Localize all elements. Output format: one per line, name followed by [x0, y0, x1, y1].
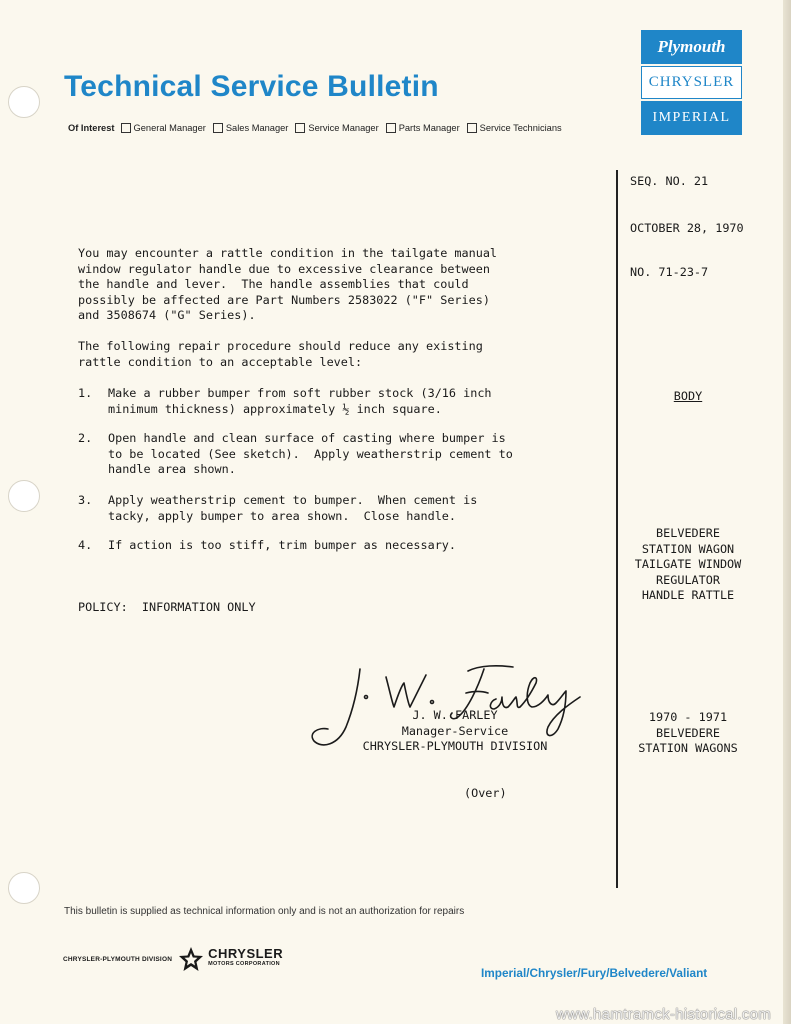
policy-line: POLICY: INFORMATION ONLY [78, 600, 256, 614]
checkbox-icon [467, 123, 477, 133]
checkbox-icon [121, 123, 131, 133]
of-interest-label: Of Interest [68, 123, 115, 133]
sequence-number: SEQ. NO. 21 [630, 174, 709, 188]
bulletin-title: Technical Service Bulletin [64, 70, 439, 103]
signer-division: CHRYSLER-PLYMOUTH DIVISION [362, 739, 548, 753]
binder-hole [8, 872, 40, 904]
checkbox-icon [213, 123, 223, 133]
interest-checkbox-parts-manager[interactable]: Parts Manager [386, 123, 460, 133]
division-name: CHRYSLER-PLYMOUTH DIVISION [63, 955, 173, 963]
plymouth-logo: Plymouth [641, 30, 742, 64]
procedure-step: 3. Apply weatherstrip cement to bumper. When cement is tacky, apply bumper to area shown. Close handle. [78, 493, 478, 523]
signer-title: Manager-Service [401, 723, 509, 738]
chrysler-logo: CHRYSLER [641, 66, 742, 99]
over-note: (Over) [464, 786, 507, 800]
disclaimer-text: This bulletin is supplied as technical information only and is not an authorization for repairs [64, 906, 465, 917]
signer-name: J. W. FARLEY [412, 708, 498, 722]
interest-checkbox-sales-manager[interactable]: Sales Manager [213, 123, 289, 133]
checkbox-icon [386, 123, 396, 133]
division-logo [63, 946, 283, 972]
procedure-step: 2. Open handle and clean surface of casting where bumper is to be located (See sketch). Apply weatherstrip cement to handle area shown. [78, 431, 513, 476]
procedure-step: 1. Make a rubber bumper from soft rubber stock (3/16 inch minimum thickness) approximately ½ inch square. [78, 386, 492, 416]
model-lineup: Imperial/Chrysler/Fury/Belvedere/Valiant [481, 966, 708, 980]
of-interest-row [68, 123, 569, 133]
interest-checkbox-service-manager[interactable]: Service Manager [295, 123, 378, 133]
interest-checkbox-general-manager[interactable]: General Manager [121, 123, 206, 133]
bulletin-subject: BELVEDERE STATION WAGON TAILGATE WINDOW REGULATOR HANDLE RATTLE [634, 526, 742, 602]
applicable-models: 1970 - 1971 BELVEDERE STATION WAGONS [638, 710, 738, 755]
procedure-intro: The following repair procedure should reduce any existing rattle condition to an acceptable level: [78, 339, 483, 369]
binder-hole [8, 86, 40, 118]
procedure-step: 4. If action is too stiff, trim bumper as necessary. [78, 538, 457, 552]
column-divider [616, 170, 618, 888]
bulletin-number: NO. 71-23-7 [630, 265, 709, 279]
imperial-logo: IMPERIAL [641, 101, 742, 135]
page-edge [783, 0, 791, 1024]
bulletin-category: BODY [673, 389, 703, 403]
intro-paragraph: You may encounter a rattle condition in the tailgate manual window regulator handle due to excessive clearance between the handle and lever. The handle assemblies that could possibly be affected are Part Numbers 2583022 ("F" Series) and 3508674 ("G" Series). [78, 246, 498, 322]
bulletin-date: OCTOBER 28, 1970 [630, 221, 744, 235]
binder-hole [8, 480, 40, 512]
chrysler-corporation-logo: CHRYSLER MOTORS CORPORATION [208, 946, 284, 967]
pentastar-icon [178, 946, 204, 972]
brand-logo-stack [641, 30, 742, 137]
interest-checkbox-service-technicians[interactable]: Service Technicians [467, 123, 562, 133]
website-watermark: www.hamtramck-historical.com [556, 1006, 772, 1023]
signature-block [335, 708, 575, 755]
checkbox-icon [295, 123, 305, 133]
